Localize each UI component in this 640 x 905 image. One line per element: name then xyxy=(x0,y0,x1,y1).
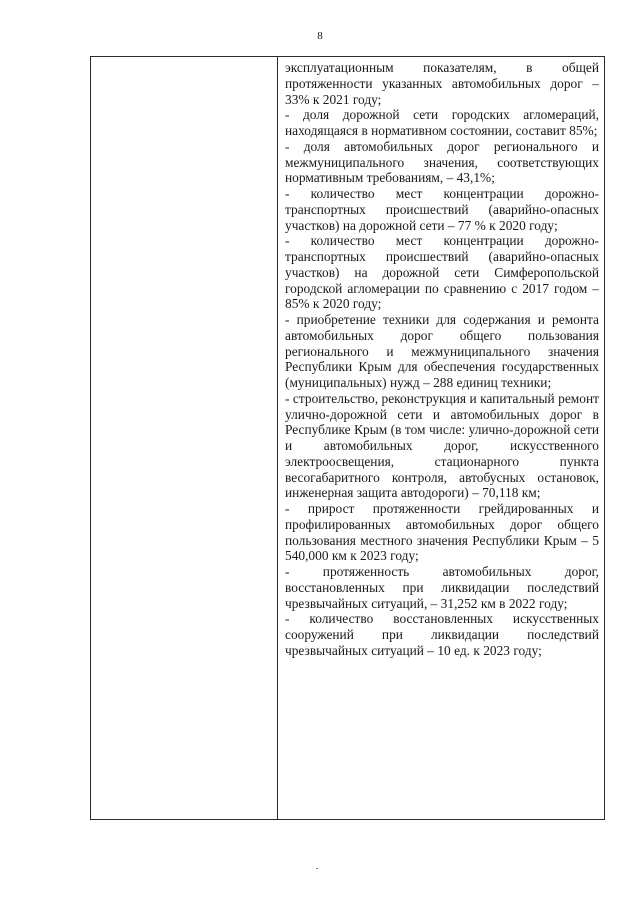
page-number: 8 xyxy=(317,30,323,42)
list-item: - приобретение техники для содержания и ремонта автомобильных дорог общего пользования регионального и межмуниципального значения Республики Крым для обеспечения государственных (муниципальных) нужд – 288 единиц техники; xyxy=(285,312,599,390)
table-cell-left-empty xyxy=(91,57,278,820)
list-item: - строительство, реконструкция и капитальный ремонт улично-дорожной сети и автомобильных дорог в Республике Крым (в том числе: улично-дорожной сети и автомобильных дорог, искусственного электроосвещения, стационарного пункта весогабаритного контроля, автобусных остановок, инженерная защита автодороги) – 70,118 км; xyxy=(285,390,599,501)
indicator-list xyxy=(285,60,599,659)
list-item: - доля дорожной сети городских агломераций, находящаяся в нормативном состоянии, составит 85%; xyxy=(285,107,599,138)
list-item: - количество мест концентрации дорожно-транспортных происшествий (аварийно-опасных участков) на дорожной сети – 77 % к 2020 году; xyxy=(285,186,599,233)
list-item: эксплуатационным показателям, в общей протяженности указанных автомобильных дорог – 33% к 2021 году; xyxy=(285,60,599,107)
table-row xyxy=(91,57,605,820)
list-item: - количество восстановленных искусственных сооружений при ликвидации последствий чрезвычайных ситуаций – 10 ед. к 2023 году; xyxy=(285,611,599,658)
list-item: - доля автомобильных дорог регионального и межмуниципального значения, соответствующих нормативным требованиям, – 43,1%; xyxy=(285,138,599,186)
list-item: - количество мест концентрации дорожно-транспортных происшествий (аварийно-опасных участков) на дорожной сети Симферопольской городской агломерации по сравнению с 2017 годом – 85% к 2020 году; xyxy=(285,233,599,312)
list-item: - протяженность автомобильных дорог, восстановленных при ликвидации последствий чрезвычайных ситуаций, – 31,252 км в 2022 году; xyxy=(285,564,599,611)
document-table xyxy=(90,56,605,820)
table-cell-indicators xyxy=(278,57,605,820)
list-item: - прирост протяженности грейдированных и профилированных автомобильных дорог общего пользования местного значения Республики Крым – 5 540,000 км к 2023 году; xyxy=(285,501,599,564)
scan-speck xyxy=(316,868,318,869)
